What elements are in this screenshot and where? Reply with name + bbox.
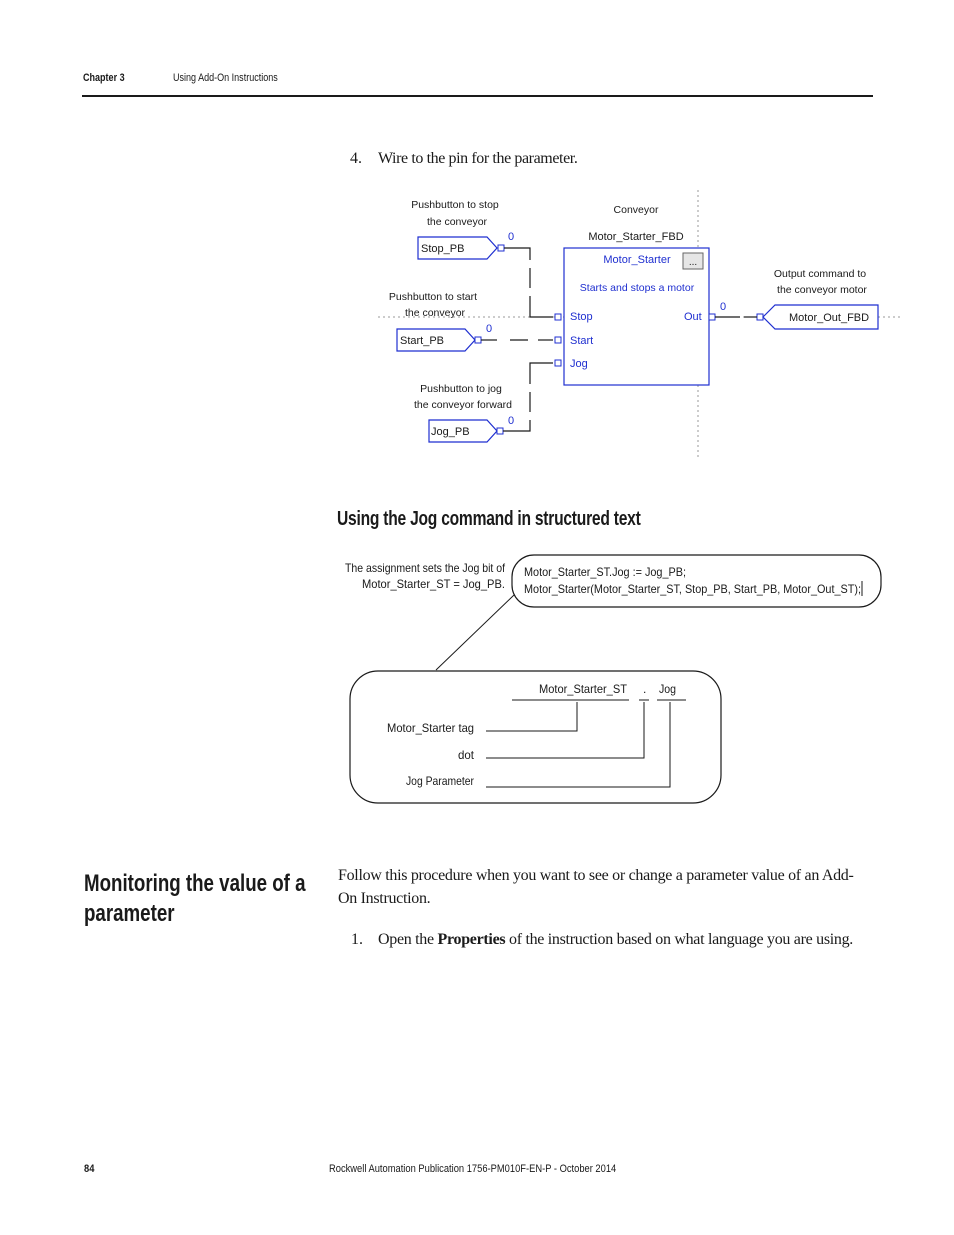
out-value: 0 xyxy=(720,301,727,313)
publication-info: Rockwell Automation Publication 1756-PM010F-EN-P - October 2014 xyxy=(329,1163,617,1175)
out-desc-1: Output command to xyxy=(773,268,867,280)
callout-pointer xyxy=(436,595,514,670)
start-desc-2: the conveyor xyxy=(404,307,466,319)
jog-section-title: Using the Jog command in structured text xyxy=(337,508,641,530)
label-dot: dot xyxy=(458,748,475,762)
block-tag: Motor_Starter_FBD xyxy=(588,231,684,243)
pin-out-label: Out xyxy=(684,311,702,323)
step-1-properties: Properties xyxy=(437,931,506,948)
chapter-label: Chapter 3 xyxy=(83,72,125,84)
pin-start-label: Start xyxy=(570,335,594,347)
block-type: Motor_Starter xyxy=(603,254,671,266)
st-param-part: Jog xyxy=(659,682,676,696)
stop-pb-value: 0 xyxy=(508,231,515,243)
step-1-post: of the instruction based on what language you are using. xyxy=(505,931,854,948)
out-desc-2: the conveyor motor xyxy=(777,284,867,296)
start-pb-tag: Start_PB xyxy=(400,335,445,347)
stop-pb-tag: Stop_PB xyxy=(421,243,465,255)
step-4-number: 4. xyxy=(350,150,362,167)
block-summary: Starts and stops a motor xyxy=(579,282,695,294)
out-ref-pin[interactable] xyxy=(757,314,763,320)
block-description: Conveyor xyxy=(613,204,659,216)
header-rule xyxy=(82,95,873,97)
step-1-text xyxy=(378,928,858,951)
out-tag: Motor_Out_FBD xyxy=(789,312,870,324)
fbd-diagram xyxy=(370,185,900,465)
jog-pb-pin[interactable] xyxy=(497,428,503,434)
stop-wire-c xyxy=(530,296,553,317)
pin-stop-label: Stop xyxy=(570,311,593,323)
st-code-line-2: Motor_Starter(Motor_Starter_ST, Stop_PB, Start_PB, Motor_Out_ST); xyxy=(524,582,861,596)
st-code-line-1: Motor_Starter_ST.Jog := Jog_PB; xyxy=(524,565,686,579)
out-output-pin[interactable] xyxy=(709,314,715,320)
start-pb-value: 0 xyxy=(486,323,493,335)
st-note-2: Motor_Starter_ST = Jog_PB. xyxy=(362,577,505,591)
jog-pb-value: 0 xyxy=(508,415,515,427)
section-label: Using Add-On Instructions xyxy=(173,72,278,84)
start-desc-1: Pushbutton to start xyxy=(388,291,478,303)
stop-pb-pin[interactable] xyxy=(498,245,504,251)
stop-input-pin[interactable] xyxy=(555,314,561,320)
label-param: Jog Parameter xyxy=(406,774,475,788)
st-note-1: The assignment sets the Jog bit of xyxy=(345,561,506,575)
step-1-number: 1. xyxy=(351,931,363,948)
step-1-pre: Open the xyxy=(378,931,438,948)
step-4-text: Wire to the pin for the parameter. xyxy=(378,150,578,167)
st-dot-part: . xyxy=(643,682,647,696)
monitor-section-title: Monitoring the value of a parameter xyxy=(84,870,306,927)
start-input-pin[interactable] xyxy=(555,337,561,343)
jog-desc-2: the conveyor forward xyxy=(413,399,513,411)
stop-desc-1: Pushbutton to stop xyxy=(411,199,499,211)
jog-input-pin[interactable] xyxy=(555,360,561,366)
stop-desc-2: the conveyor xyxy=(426,216,488,228)
st-code-callout xyxy=(512,555,881,607)
jog-wire-c xyxy=(530,363,553,384)
jog-pb-tag: Jog_PB xyxy=(431,426,470,438)
jog-desc-1: Pushbutton to jog xyxy=(420,383,502,395)
stop-wire-a xyxy=(504,248,530,260)
label-tag: Motor_Starter tag xyxy=(387,721,474,735)
page-number: 84 xyxy=(84,1163,95,1175)
st-tag-part: Motor_Starter_ST xyxy=(539,682,628,696)
block-properties-button-label: ... xyxy=(688,257,698,268)
start-pb-pin[interactable] xyxy=(475,337,481,343)
pin-jog-label: Jog xyxy=(570,358,588,370)
st-diagram xyxy=(340,550,885,810)
monitor-intro: Follow this procedure when you want to see or change a parameter value of an Add-On Instruction. xyxy=(338,867,854,907)
